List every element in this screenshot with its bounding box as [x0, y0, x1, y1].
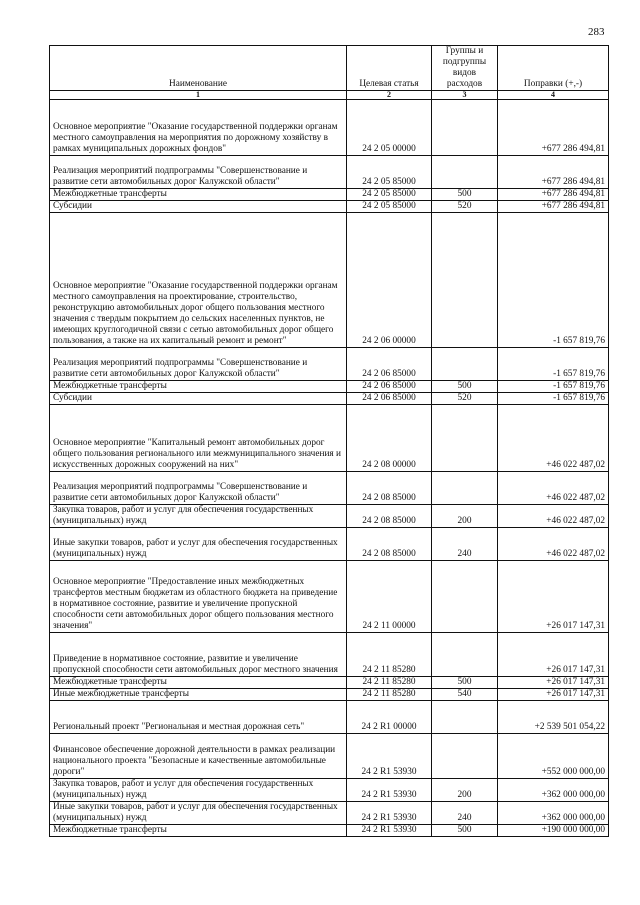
column-number: 3: [432, 91, 498, 100]
row-name: Основное мероприятие "Оказание государственной поддержки органам местного самоуправления на проектирование, строительство, реконструкцию автомобильных дорог общего пользования местного значения с твердым покрытием до сельских населенных пунктов, не имеющих круглогодичной связи с сетью автомобильных дорог общего пользования, а также на их капитальный ремонт и ремонт": [50, 213, 347, 348]
row-name: Субсидии: [50, 201, 347, 213]
row-name: Приведение в нормативное состояние, развитие и увеличение пропускной способности сети автомобильных дорог местного значения: [50, 633, 347, 677]
row-group: 240: [432, 528, 498, 561]
row-group: 240: [432, 802, 498, 825]
row-group: [432, 213, 498, 348]
row-group: 520: [432, 393, 498, 405]
row-group: 500: [432, 189, 498, 201]
row-amount: +190 000 000,00: [498, 825, 609, 837]
row-group: [432, 633, 498, 677]
row-name: Межбюджетные трансферты: [50, 381, 347, 393]
row-target-code: 24 2 11 85280: [347, 677, 432, 689]
table-row: [50, 189, 609, 201]
header-groups: Группы и подгруппы видов расходов: [432, 46, 498, 91]
row-group: 200: [432, 505, 498, 528]
table-row: [50, 825, 609, 837]
row-amount: +26 017 147,31: [498, 561, 609, 633]
table-row: [50, 348, 609, 381]
table-row: [50, 677, 609, 689]
row-group: [432, 405, 498, 472]
row-amount: +362 000 000,00: [498, 779, 609, 802]
row-name: Основное мероприятие "Оказание государственной поддержки органам местного самоуправления на мероприятия по дорожному хозяйству в рамках муниципальных дорожных фондов": [50, 100, 347, 156]
row-group: 500: [432, 381, 498, 393]
header-amendments: Поправки (+,-): [498, 46, 609, 91]
column-number: 1: [50, 91, 347, 100]
row-name: Иные закупки товаров, работ и услуг для обеспечения государственных (муниципальных) нужд: [50, 528, 347, 561]
table-row: [50, 633, 609, 677]
table-row: [50, 213, 609, 348]
table-row: [50, 734, 609, 779]
row-group: 200: [432, 779, 498, 802]
row-name: Иные межбюджетные трансферты: [50, 689, 347, 701]
row-target-code: 24 2 R1 00000: [347, 701, 432, 734]
row-amount: -1 657 819,76: [498, 213, 609, 348]
row-amount: +2 539 501 054,22: [498, 701, 609, 734]
row-target-code: 24 2 11 85280: [347, 689, 432, 701]
row-amount: +677 286 494,81: [498, 156, 609, 189]
header-target: Целевая статья: [347, 46, 432, 91]
column-number: 2: [347, 91, 432, 100]
column-number-row: [50, 91, 609, 100]
row-target-code: 24 2 05 00000: [347, 100, 432, 156]
row-group: 500: [432, 825, 498, 837]
row-name: Иные закупки товаров, работ и услуг для обеспечения государственных (муниципальных) нужд: [50, 802, 347, 825]
row-amount: +46 022 487,02: [498, 405, 609, 472]
row-amount: +46 022 487,02: [498, 472, 609, 505]
table-row: [50, 802, 609, 825]
row-amount: +362 000 000,00: [498, 802, 609, 825]
row-target-code: 24 2 R1 53930: [347, 779, 432, 802]
page-number: 283: [588, 26, 605, 38]
row-amount: +677 286 494,81: [498, 189, 609, 201]
row-target-code: 24 2 R1 53930: [347, 802, 432, 825]
row-amount: -1 657 819,76: [498, 381, 609, 393]
row-name: Реализация мероприятий подпрограммы "Совершенствование и развитие сети автомобильных дорог Калужской области": [50, 156, 347, 189]
table-row: [50, 689, 609, 701]
row-target-code: 24 2 08 00000: [347, 405, 432, 472]
table-body: [50, 100, 609, 837]
row-target-code: 24 2 11 85280: [347, 633, 432, 677]
row-target-code: 24 2 R1 53930: [347, 825, 432, 837]
row-target-code: 24 2 06 85000: [347, 348, 432, 381]
row-name: Межбюджетные трансферты: [50, 825, 347, 837]
table-row: [50, 701, 609, 734]
row-group: [432, 734, 498, 779]
table-row: [50, 505, 609, 528]
row-name: Основное мероприятие "Капитальный ремонт автомобильных дорог общего пользования регионального или межмуниципального значения и искусственных дорожных сооружений на них": [50, 405, 347, 472]
row-group: [432, 701, 498, 734]
row-amount: +26 017 147,31: [498, 633, 609, 677]
row-group: 500: [432, 677, 498, 689]
row-name: Закупка товаров, работ и услуг для обеспечения государственных (муниципальных) нужд: [50, 505, 347, 528]
column-number: 4: [498, 91, 609, 100]
row-group: 540: [432, 689, 498, 701]
row-target-code: 24 2 06 85000: [347, 393, 432, 405]
header-row: [50, 46, 609, 91]
table-row: [50, 561, 609, 633]
row-group: [432, 348, 498, 381]
row-target-code: 24 2 R1 53930: [347, 734, 432, 779]
row-target-code: 24 2 08 85000: [347, 528, 432, 561]
row-target-code: 24 2 05 85000: [347, 156, 432, 189]
row-amount: +26 017 147,31: [498, 677, 609, 689]
table-row: [50, 100, 609, 156]
row-group: [432, 156, 498, 189]
row-amount: -1 657 819,76: [498, 348, 609, 381]
row-group: 520: [432, 201, 498, 213]
row-target-code: 24 2 05 85000: [347, 201, 432, 213]
row-amount: +552 000 000,00: [498, 734, 609, 779]
table-row: [50, 405, 609, 472]
row-target-code: 24 2 05 85000: [347, 189, 432, 201]
row-amount: +26 017 147,31: [498, 689, 609, 701]
row-name: Региональный проект "Региональная и местная дорожная сеть": [50, 701, 347, 734]
row-group: [432, 472, 498, 505]
row-amount: +677 286 494,81: [498, 100, 609, 156]
row-name: Межбюджетные трансферты: [50, 189, 347, 201]
row-name: Закупка товаров, работ и услуг для обеспечения государственных (муниципальных) нужд: [50, 779, 347, 802]
header-name: Наименование: [50, 46, 347, 91]
row-target-code: 24 2 08 85000: [347, 472, 432, 505]
row-target-code: 24 2 11 00000: [347, 561, 432, 633]
row-target-code: 24 2 08 85000: [347, 505, 432, 528]
table-row: [50, 381, 609, 393]
row-name: Финансовое обеспечение дорожной деятельности в рамках реализации национального проекта "Безопасные и качественные автомобильные дороги": [50, 734, 347, 779]
row-name: Реализация мероприятий подпрограммы "Совершенствование и развитие сети автомобильных дорог Калужской области": [50, 348, 347, 381]
budget-table: [49, 45, 609, 837]
row-name: Реализация мероприятий подпрограммы "Совершенствование и развитие сети автомобильных дорог Калужской области": [50, 472, 347, 505]
row-target-code: 24 2 06 85000: [347, 381, 432, 393]
row-name: Субсидии: [50, 393, 347, 405]
row-amount: -1 657 819,76: [498, 393, 609, 405]
row-amount: +46 022 487,02: [498, 528, 609, 561]
row-target-code: 24 2 06 00000: [347, 213, 432, 348]
table-row: [50, 779, 609, 802]
row-amount: +677 286 494,81: [498, 201, 609, 213]
table-row: [50, 393, 609, 405]
row-name: Основное мероприятие "Предоставление иных межбюджетных трансфертов местным бюджетам из областного бюджета на приведение в нормативное состояние, развитие и увеличение пропускной способности сети автомобильных дорог общего пользования местного значения": [50, 561, 347, 633]
row-group: [432, 100, 498, 156]
row-name: Межбюджетные трансферты: [50, 677, 347, 689]
table-row: [50, 201, 609, 213]
row-amount: +46 022 487,02: [498, 505, 609, 528]
row-group: [432, 561, 498, 633]
table-row: [50, 472, 609, 505]
table-row: [50, 156, 609, 189]
table-row: [50, 528, 609, 561]
